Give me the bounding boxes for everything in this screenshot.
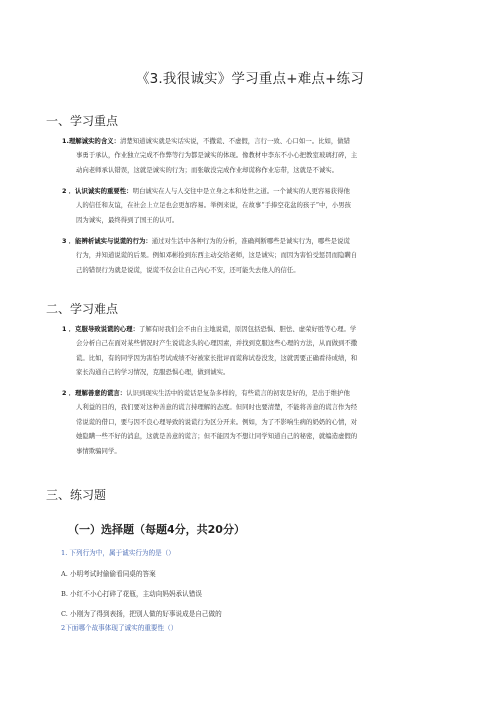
section-heading-exercises: 三、练习题 (46, 488, 107, 502)
question-1: 1. 下列行为中，属于诚实行为的是（） (61, 549, 175, 557)
item-text: 事情欺骗同学。 (76, 446, 121, 455)
option-c: C. 小刚为了得到表扬，把别人做的好事说成是自己做的 (61, 610, 222, 618)
item-text: 她隐瞒一些不好的消息，这就是善意的谎言；但不能因为不想让同学知道自己的秘密，就编造虚假的 (76, 432, 358, 441)
item-text: 家长沟通自己的学习情况，克服恐惧心理，做到诚实。 (76, 368, 230, 377)
item-text: 通过对生活中各种行为的分析，准确判断哪些是诚实行为，哪些是说谎 (151, 237, 350, 245)
item-text: 谎。比如，有的同学因为害怕考试成绩不好被家长批评而谎称试卷没发，这就需要正确看待成绩，和 (76, 353, 358, 362)
item-label: 1.理解诚实的含义： (62, 137, 120, 145)
item-label: 2 ．理解善意的谎言： (62, 389, 127, 397)
item-label: 3 ．能辨析诚实与说谎的行为： (62, 237, 152, 245)
question-2: 2下面哪个故事体现了诚实的重要性（） (61, 624, 178, 632)
item-text: 事勇于承认，作业独立完成不作弊等行为都是诚实的体现。像教材中李东不小心把教室玻璃打碎，主 (76, 151, 358, 160)
exercise-subheading: （一）选择题（每题4分，共20分） (68, 523, 245, 536)
item-text: 因为诚实，最终得到了国王的认可。 (76, 215, 179, 224)
item-text: 行为，并知道说谎的后果。例如邓彬捡到东西主动交给老师，这是诚实；而因为害怕受惩罚而隐瞒自 (76, 251, 358, 260)
item-text: 人的信任和友谊，在社会上立足也会更加容易。举例来说，在故事“手捧空花盆的孩子”中，小男孩 (76, 201, 351, 210)
section-heading-key-points: 一、学习重点 (46, 114, 119, 128)
item-text: 明白诚实在人与人交往中是立身之本和处世之道。一个诚实的人更容易获得他 (132, 187, 350, 195)
item-text: 会分析自己在面对某些情况时产生说谎念头的心理因素，并找到克服这些心理的方法，从而做到不撒 (76, 339, 358, 348)
item-text: 清楚知道诚实就是实话实说，不撒谎、不虚假，言行一致、心口如一。比如，做错 (120, 137, 351, 145)
page-title: 《3.我很诚实》学习重点+难点+练习 (135, 71, 365, 87)
difficulty-2 (62, 386, 462, 458)
item-text: 动向老师承认错误，这就是诚实的行为；而张敏没完成作业却谎称作业忘带，这就是不诚实。 (76, 165, 339, 174)
item-label: 2 ．认识诚实的重要性： (62, 187, 133, 195)
section-heading-difficulties: 二、学习难点 (46, 302, 119, 316)
item-text: 己的错误行为就是说谎，说谎不仅会让自己内心不安，还可能失去他人的信任。 (76, 265, 300, 274)
key-point-3 (62, 234, 462, 277)
option-b: B. 小红不小心打碎了花瓶，主动向妈妈承认错误 (61, 590, 202, 598)
item-text: 认识到现实生活中的谎话是复杂多样的，有些谎言的初衷是好的，是出于维护他 (126, 389, 350, 397)
item-label: 1 ．克服导致说谎的心理： (62, 325, 139, 333)
item-text: 人利益的目的，我们要对这种善意的谎言持理解的态度。但同时也要清楚，不能将善意的谎言作为经 (76, 403, 358, 412)
item-text: 了解有时我们会不由自主地说谎，原因包括恐惧、胆怯、虚荣好胜等心理。学 (138, 325, 357, 333)
key-point-1 (62, 134, 462, 177)
key-point-2 (62, 184, 462, 227)
item-text: 常说谎的借口，要与因不良心理导致的说谎行为区分开来。例如，为了不影响生病的奶奶的心情，对 (76, 417, 358, 426)
option-a: A. 小明考试时偷偷看同桌的答案 (61, 570, 156, 578)
difficulty-1 (62, 322, 462, 380)
